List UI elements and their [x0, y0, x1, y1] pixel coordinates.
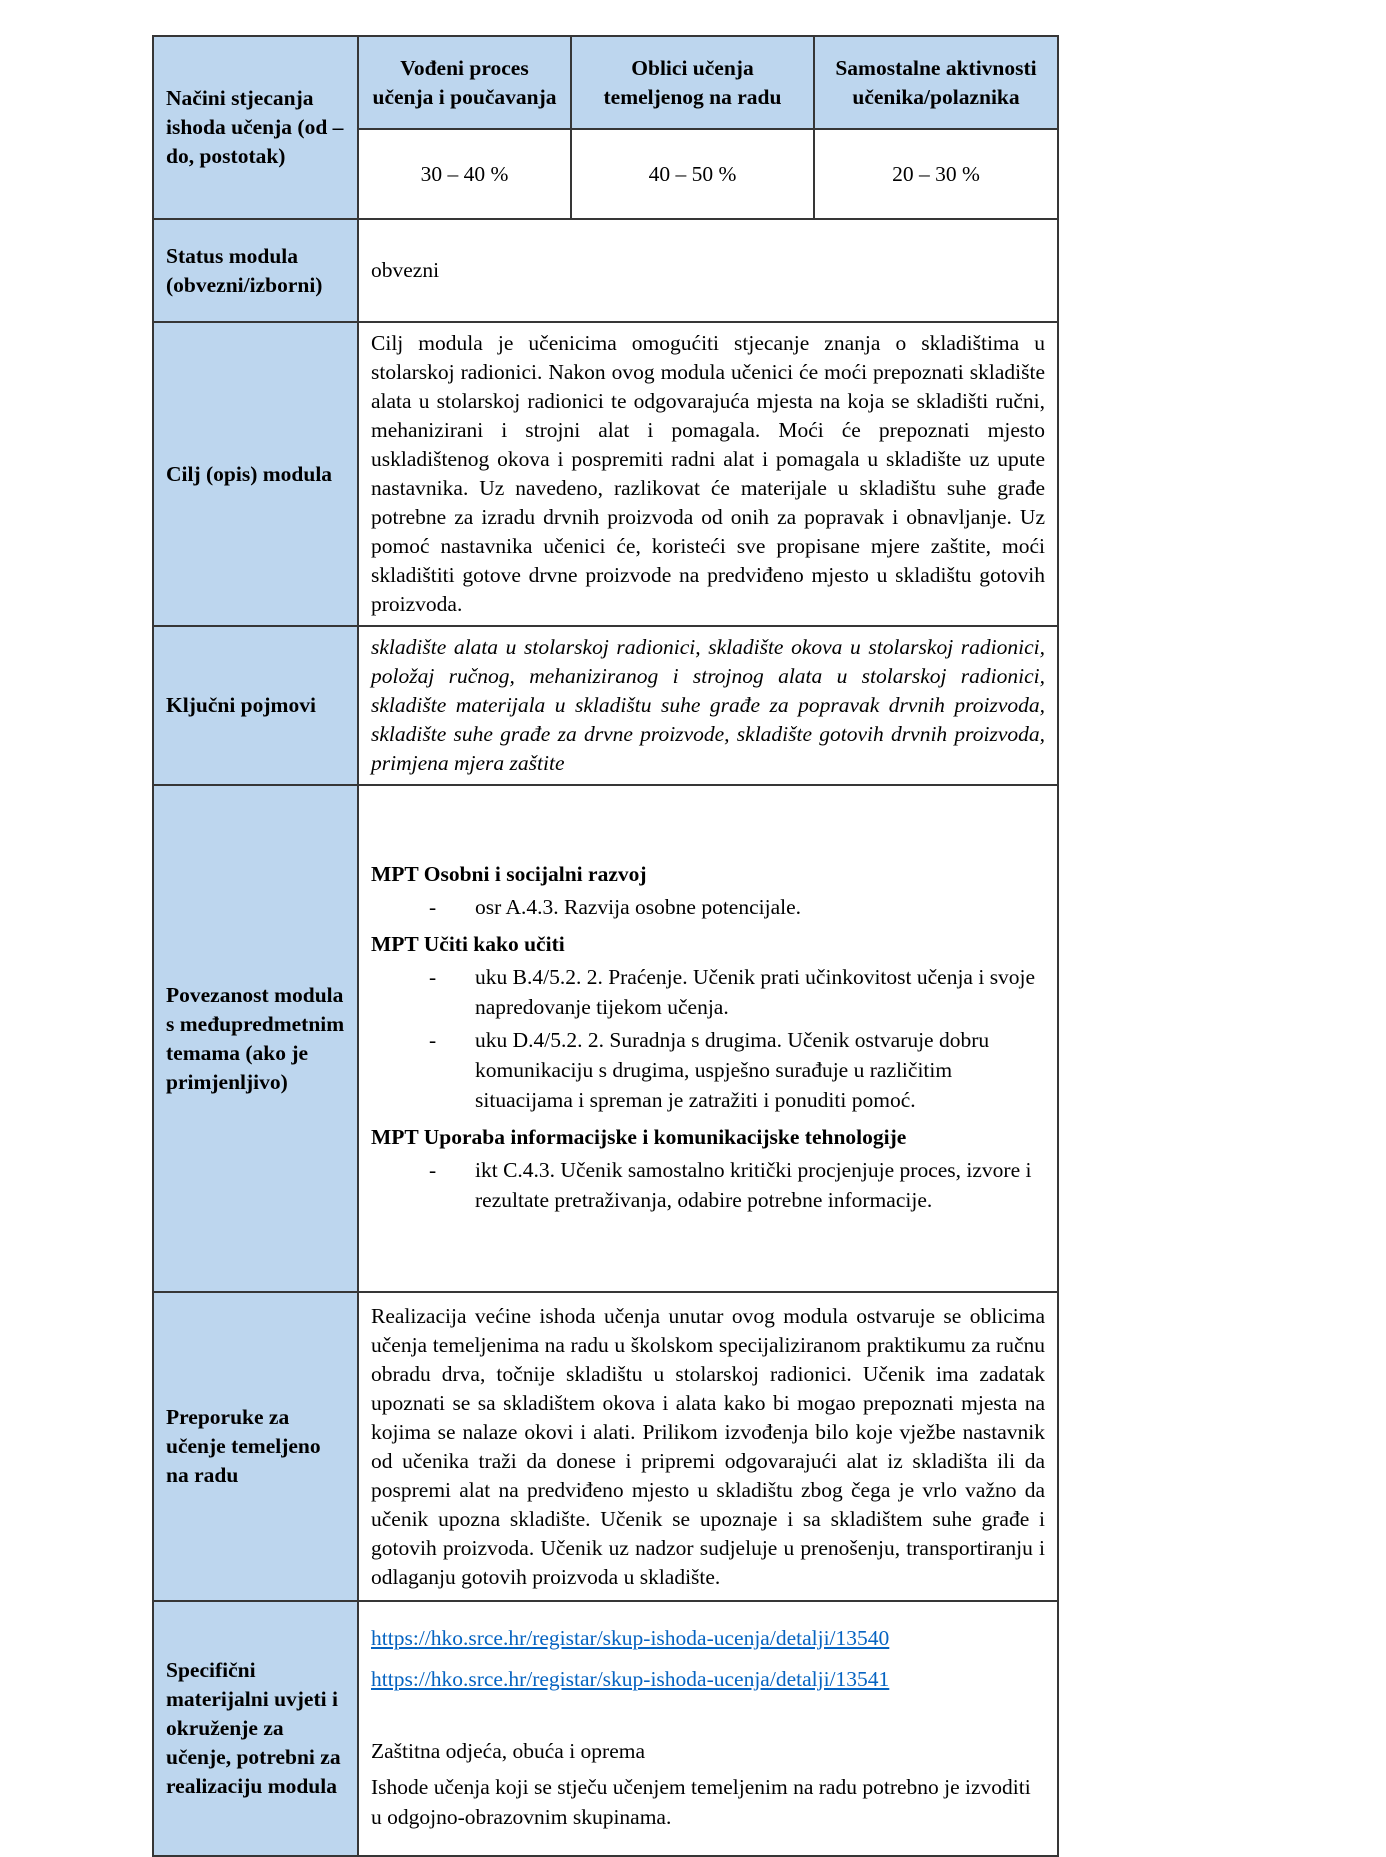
row-label-preporuke: Preporuke za učenje temeljeno na radu — [153, 1292, 358, 1601]
table-row-kljucni-pojmovi — [153, 626, 1058, 785]
mpt-heading-osobni-razvoj: MPT Osobni i socijalni razvoj — [371, 862, 647, 886]
row-label-kljucni-pojmovi: Ključni pojmovi — [153, 626, 358, 785]
table-row-status-modula — [153, 219, 1058, 322]
hko-link-13541[interactable]: https://hko.srce.hr/registar/skup-ishoda-ucenja/detalji/13541 — [371, 1666, 890, 1691]
work-based-learning-note: Ishode učenja koji se stječu učenjem temeljenim na radu potrebno je izvoditi u odgojno-obrazovnim skupinama. — [371, 1774, 1031, 1829]
bullet-dash: - — [429, 1028, 437, 1052]
row-label-specificni-uvjeti: Specifični materijalni uvjeti i okruženje za učenje, potrebni za realizaciju modula — [153, 1601, 358, 1856]
percentage-samostalne-aktivnosti: 20 – 30 % — [814, 129, 1058, 219]
list-item — [371, 892, 1045, 922]
cilj-modula-text: Cilj modula je učenicima omogućiti stjecanje znanja o skladištima u stolarskoj radionici. Nakon ovog modula učenici će moći prepoznati skladište alata u stolarskoj radionici te odgovarajuća mjesta na koja se skladišti ručni, mehanizirani i strojni alat i pomagala. Moći će prepoznati mjesto uskladištenog okova i pospremiti radni alat i pomagala u skladište uz upute nastavnika. Uz navedeno, razlikovat će materijale u skladištu suhe građe potrebne za izradu drvnih proizvoda od onih za popravak i obnavljanje. Uz pomoć nastavnika učenici će, koristeći sve propisane mjere zaštite, moći skladištiti gotove drvne proizvode na predviđeno mjesto u skladištu gotovih proizvoda. — [358, 322, 1058, 626]
status-modula-value: obvezni — [358, 219, 1058, 322]
bullet-dash: - — [429, 965, 437, 989]
kljucni-pojmovi-text: skladište alata u stolarskoj radionici, skladište okova u stolarskoj radionici, položaj ručnog, mehaniziranog i strojnog alata u stolarskoj radionici, skladište materijala u skladištu suhe građe za popravak drvnih proizvoda, skladište suhe građe za drvne proizvode, skladište gotovih drvnih proizvoda, primjena mjera zaštite — [358, 626, 1058, 785]
list-item-text: uku D.4/5.2. 2. Suradnja s drugima. Učenik ostvaruje dobru komunikaciju s drugima, uspješno surađuje u različitim situacijama i spreman je zatražiti i ponuditi pomoć. — [475, 1028, 990, 1112]
table-row-acquisition-headers — [153, 36, 1058, 129]
table-row-cilj-modula — [153, 322, 1058, 626]
percentage-vodeni-proces: 30 – 40 % — [358, 129, 571, 219]
column-header-vodeni-proces: Vođeni proces učenja i poučavanja — [358, 36, 571, 129]
specificni-uvjeti-content — [358, 1601, 1058, 1856]
table-row-povezanost-modula — [153, 785, 1058, 1292]
row-label-status-modula: Status modula (obvezni/izborni) — [153, 219, 358, 322]
povezanost-modula-content — [358, 785, 1058, 1292]
row-label-cilj-modula: Cilj (opis) modula — [153, 322, 358, 626]
bullet-dash: - — [429, 1158, 437, 1182]
column-header-oblici-ucenja: Oblici učenja temeljenog na radu — [571, 36, 814, 129]
preporuke-text: Realizacija većine ishoda učenja unutar ovog modula ostvaruje se oblicima učenja temeljenima na radu u školskom specijaliziranom praktikumu za ručnu obradu drva, točnije skladištu u stolarskoj radionici. Učenik ima zadatak upoznati se sa skladištem okova i alata kako bi mogao prepoznati mjesta na kojima se nalaze okovi i alati. Prilikom izvođenja bilo koje vježbe nastavnik od učenika traži da donese i pripremi odgovarajući alat iz skladišta ili da pospremi alat na predviđeno mjesto u skladištu zbog čega je vrlo važno da učenik upozna skladište. Učenik se upoznaje i sa skladištem suhe građe i gotovih proizvoda. Učenik uz nadzor sudjeluje u prenošenju, transportiranju i odlaganju gotovih proizvoda u skladište. — [358, 1292, 1058, 1601]
row-label-povezanost-modula: Povezanost modula s međupredmetnim temama (ako je primjenljivo) — [153, 785, 358, 1292]
list-item — [371, 962, 1045, 1022]
column-header-samostalne-aktivnosti: Samostalne aktivnosti učenika/polaznika — [814, 36, 1058, 129]
list-item-text: uku B.4/5.2. 2. Praćenje. Učenik prati učinkovitost učenja i svoje napredovanje tijekom učenja. — [475, 965, 1036, 1019]
percentage-oblici-ucenja: 40 – 50 % — [571, 129, 814, 219]
hko-link-13540[interactable]: https://hko.srce.hr/registar/skup-ishoda-ucenja/detalji/13540 — [371, 1625, 890, 1650]
mpt-heading-uciti-kako-uciti: MPT Učiti kako učiti — [371, 932, 565, 956]
mpt-heading-uporaba-ikt: MPT Uporaba informacijske i komunikacijske tehnologije — [371, 1125, 907, 1149]
list-item-text: osr A.4.3. Razvija osobne potencijale. — [475, 895, 802, 919]
table-row-specificni-uvjeti — [153, 1601, 1058, 1856]
row-label-nacini-stjecanja: Načini stjecanja ishoda učenja (od – do, postotak) — [153, 36, 358, 219]
list-item — [371, 1155, 1045, 1215]
list-item — [371, 1025, 1045, 1115]
blank-line — [371, 1706, 1045, 1732]
table-row-preporuke — [153, 1292, 1058, 1601]
list-item-text: ikt C.4.3. Učenik samostalno kritički procjenjuje proces, izvore i rezultate pretraživanja, odabire potrebne informacije. — [475, 1158, 1032, 1212]
module-description-table — [152, 35, 1059, 1857]
bullet-dash: - — [429, 895, 437, 919]
protective-equipment-note: Zaštitna odjeća, obuća i oprema — [371, 1738, 646, 1763]
